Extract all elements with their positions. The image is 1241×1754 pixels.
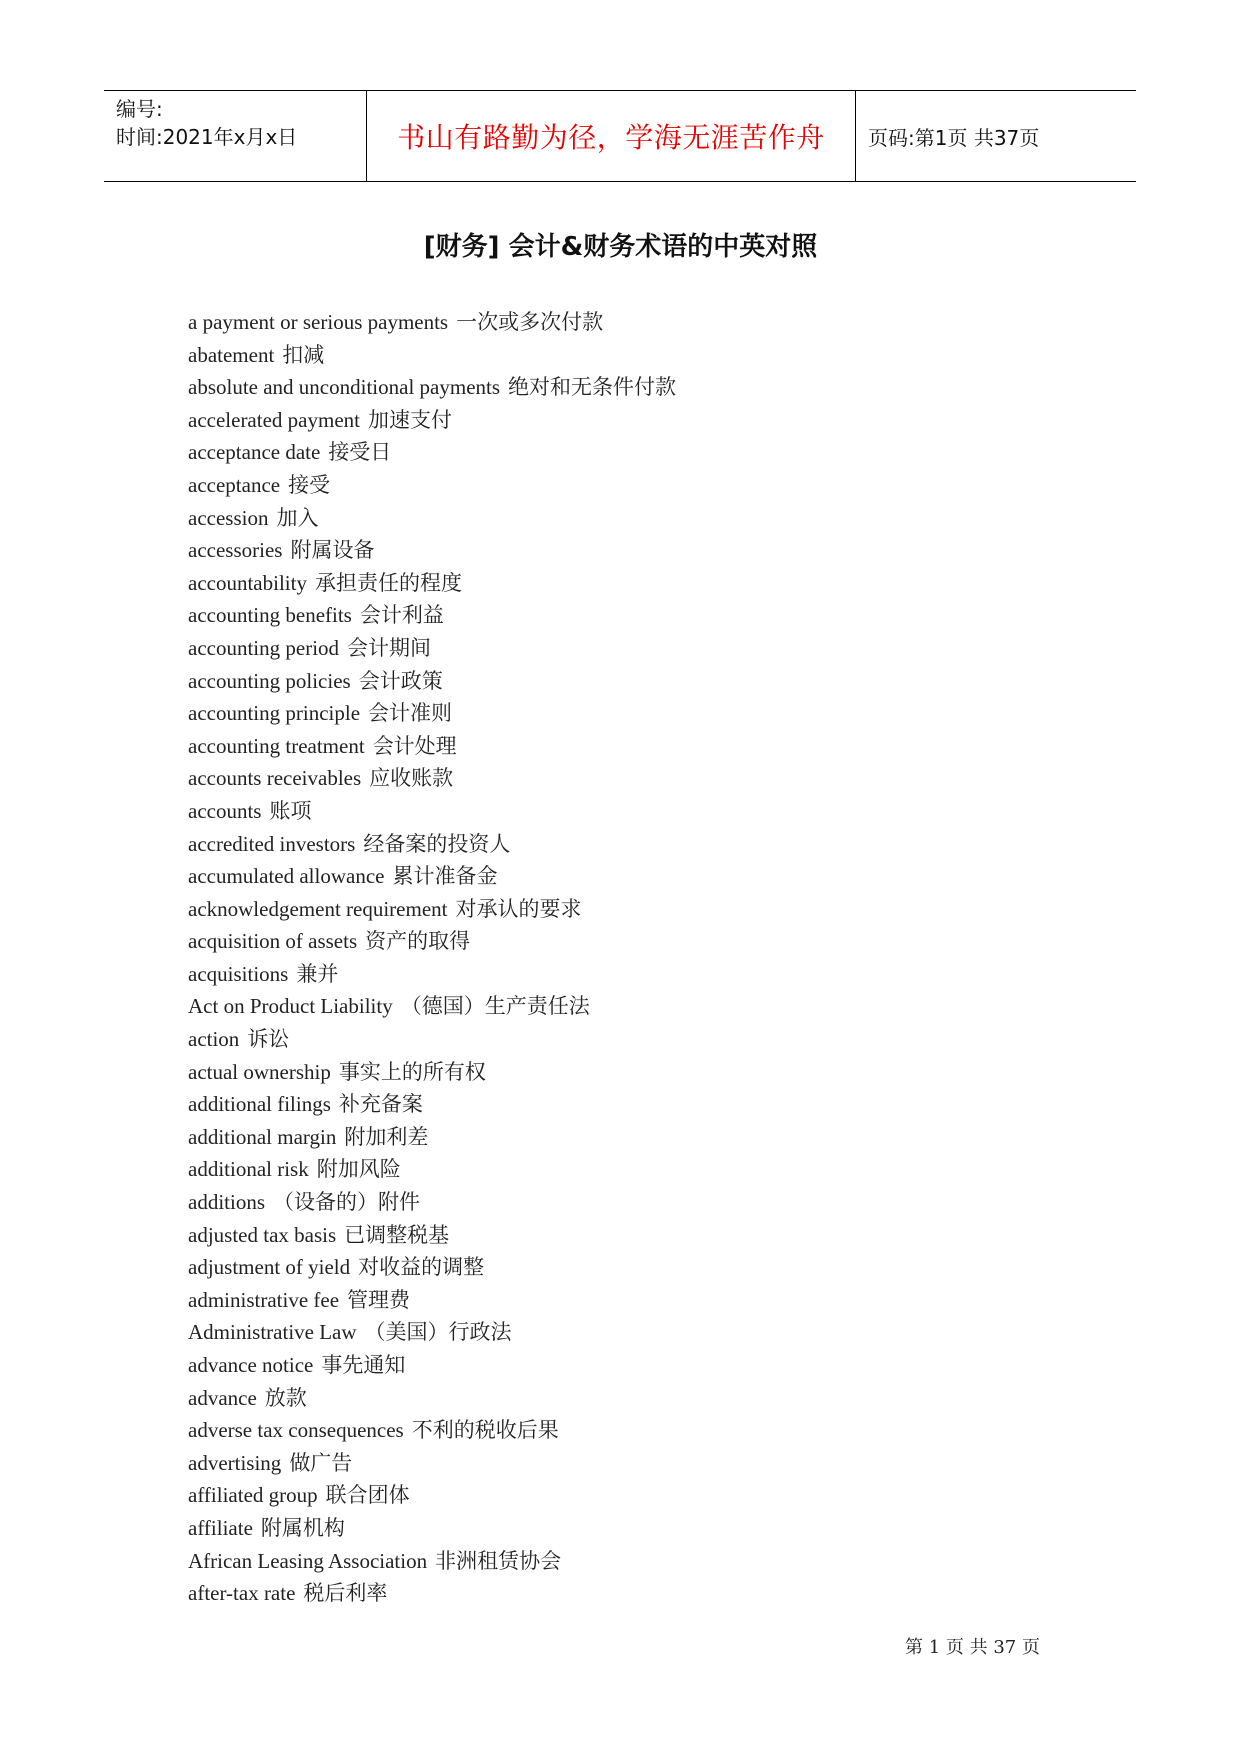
entry-english: advance	[188, 1385, 257, 1410]
entry-chinese: 放款	[264, 1385, 307, 1410]
number-label: 编号:	[116, 97, 163, 121]
glossary-entry	[188, 469, 676, 502]
glossary-entry	[188, 306, 676, 339]
entry-chinese: （设备的）附件	[273, 1190, 420, 1215]
header-page-info: 页码:第1页 共37页	[868, 125, 1040, 150]
entry-chinese: 会计准则	[368, 701, 453, 726]
entry-english: accounts receivables	[188, 766, 362, 791]
glossary-entry	[188, 1349, 676, 1382]
entry-english: accountability	[188, 570, 307, 595]
entry-english: actual ownership	[188, 1059, 331, 1084]
entry-english: acceptance	[188, 472, 281, 497]
entry-chinese: 管理费	[347, 1287, 411, 1312]
entry-english: acquisitions	[188, 961, 289, 986]
entry-chinese: 联合团体	[325, 1483, 410, 1508]
entry-chinese: （德国）生产责任法	[400, 994, 590, 1019]
glossary-entry	[188, 436, 676, 469]
entry-chinese: 兼并	[296, 961, 339, 986]
entry-chinese: 对收益的调整	[358, 1255, 485, 1280]
glossary-entry	[188, 1088, 676, 1121]
entry-chinese: 会计处理	[372, 733, 457, 758]
glossary-entry	[188, 990, 676, 1023]
entry-english: a payment or serious payments	[188, 310, 449, 334]
entry-chinese: （美国）行政法	[364, 1320, 512, 1345]
header-meta	[104, 91, 367, 181]
entry-english: accession	[188, 505, 269, 530]
glossary-entry	[188, 1545, 676, 1578]
entry-chinese: 会计利益	[359, 603, 444, 628]
entry-chinese: 事先通知	[321, 1353, 406, 1377]
glossary-entry	[188, 632, 676, 665]
entry-english: acquisition of assets	[188, 929, 358, 954]
entry-english: African Leasing Association	[188, 1548, 428, 1573]
glossary-entry	[188, 1186, 676, 1219]
entry-english: advance notice	[188, 1353, 314, 1377]
entry-english: accounting principle	[188, 701, 361, 726]
entry-chinese: 加入	[276, 505, 319, 530]
entry-english: additional filings	[188, 1092, 331, 1117]
entry-chinese: 附属设备	[290, 538, 375, 563]
entry-english: adverse tax consequences	[188, 1418, 404, 1443]
header-motto: 书山有路勤为径，学海无涯苦作舟	[367, 91, 856, 181]
entry-chinese: 非洲租赁协会	[435, 1548, 562, 1573]
entry-english: additions	[188, 1190, 265, 1215]
entry-english: absolute and unconditional payments	[188, 375, 501, 400]
entry-chinese: 附加风险	[316, 1157, 401, 1182]
glossary-entry	[188, 1023, 676, 1056]
glossary-entry	[188, 1316, 676, 1349]
entry-english: additional risk	[188, 1157, 309, 1182]
glossary-entry	[188, 1577, 676, 1610]
entry-chinese: 累计准备金	[392, 864, 498, 889]
entry-english: acknowledgement requirement	[188, 896, 448, 921]
glossary-entry	[188, 339, 676, 372]
glossary-entry	[188, 599, 676, 632]
glossary-entry	[188, 697, 676, 730]
entry-english: action	[188, 1027, 240, 1052]
glossary-entry	[188, 404, 676, 437]
entry-chinese: 接受日	[328, 440, 392, 465]
glossary-entry	[188, 534, 676, 567]
glossary-entry	[188, 1121, 676, 1154]
entry-english: affiliate	[188, 1515, 253, 1540]
entry-english: accelerated payment	[188, 407, 360, 432]
entry-chinese: 附加利差	[344, 1124, 429, 1149]
entry-chinese: 接受	[288, 472, 331, 497]
page-header	[104, 90, 1136, 182]
entry-english: accessories	[188, 538, 283, 563]
glossary-entry	[188, 1251, 676, 1284]
entry-english: acceptance date	[188, 440, 321, 465]
entry-english: advertising	[188, 1450, 282, 1475]
glossary-entry	[188, 1153, 676, 1186]
entry-chinese: 会计政策	[358, 668, 443, 693]
entry-english: adjustment of yield	[188, 1255, 351, 1280]
entry-chinese: 经备案的投资人	[363, 831, 511, 856]
entry-chinese: 一次或多次付款	[456, 310, 604, 334]
glossary-entry	[188, 1056, 676, 1089]
entry-english: Administrative Law	[188, 1320, 357, 1345]
entry-english: accredited investors	[188, 831, 356, 856]
glossary-entry	[188, 893, 676, 926]
glossary-entry	[188, 958, 676, 991]
time-label: 时间:2021年x月x日	[116, 125, 298, 149]
entry-english: after-tax rate	[188, 1581, 296, 1606]
entry-chinese: 补充备案	[338, 1092, 423, 1117]
entry-chinese: 加速支付	[367, 407, 452, 432]
glossary-entry	[188, 1512, 676, 1545]
entry-chinese: 绝对和无条件付款	[508, 375, 677, 400]
entry-chinese: 诉讼	[247, 1027, 290, 1052]
entry-english: abatement	[188, 342, 275, 367]
entry-chinese: 会计期间	[347, 635, 432, 660]
entry-chinese: 做广告	[289, 1450, 353, 1475]
entry-english: administrative fee	[188, 1287, 340, 1312]
glossary-entry	[188, 1219, 676, 1252]
entry-english: adjusted tax basis	[188, 1222, 337, 1247]
glossary-entry	[188, 795, 676, 828]
entry-chinese: 扣减	[282, 342, 325, 367]
entry-english: affiliated group	[188, 1483, 318, 1508]
glossary-entry	[188, 1414, 676, 1447]
entry-english: additional margin	[188, 1124, 337, 1149]
glossary-entry	[188, 502, 676, 535]
glossary-entry	[188, 925, 676, 958]
entry-english: accounting period	[188, 635, 340, 660]
entry-chinese: 事实上的所有权	[338, 1059, 486, 1084]
entry-chinese: 附属机构	[260, 1515, 345, 1540]
glossary-entry	[188, 665, 676, 698]
entry-english: accounting benefits	[188, 603, 352, 628]
entry-chinese: 资产的取得	[365, 929, 471, 954]
entry-english: accounting policies	[188, 668, 351, 693]
glossary-entry	[188, 762, 676, 795]
entry-english: accounts	[188, 798, 262, 823]
entry-chinese: 账项	[269, 798, 312, 823]
glossary-entry	[188, 1382, 676, 1415]
entry-chinese: 对承认的要求	[455, 896, 582, 921]
entry-chinese: 税后利率	[303, 1581, 388, 1606]
glossary-entry	[188, 1447, 676, 1480]
glossary-entry	[188, 1284, 676, 1317]
entry-english: accumulated allowance	[188, 864, 385, 889]
page-footer: 第 1 页 共 37 页	[905, 1637, 1040, 1658]
glossary-entry	[188, 1479, 676, 1512]
glossary-entry	[188, 860, 676, 893]
entry-chinese: 不利的税收后果	[411, 1418, 559, 1443]
entry-chinese: 已调整税基	[344, 1222, 450, 1247]
document-title: [财务] 会计&财务术语的中英对照	[423, 232, 818, 262]
entry-english: accounting treatment	[188, 733, 365, 758]
entry-english: Act on Product Liability	[188, 994, 393, 1019]
glossary-list	[188, 306, 676, 1610]
glossary-entry	[188, 371, 676, 404]
entry-chinese: 应收账款	[369, 766, 454, 791]
glossary-entry	[188, 730, 676, 763]
glossary-entry	[188, 567, 676, 600]
entry-chinese: 承担责任的程度	[314, 570, 462, 595]
glossary-entry	[188, 828, 676, 861]
